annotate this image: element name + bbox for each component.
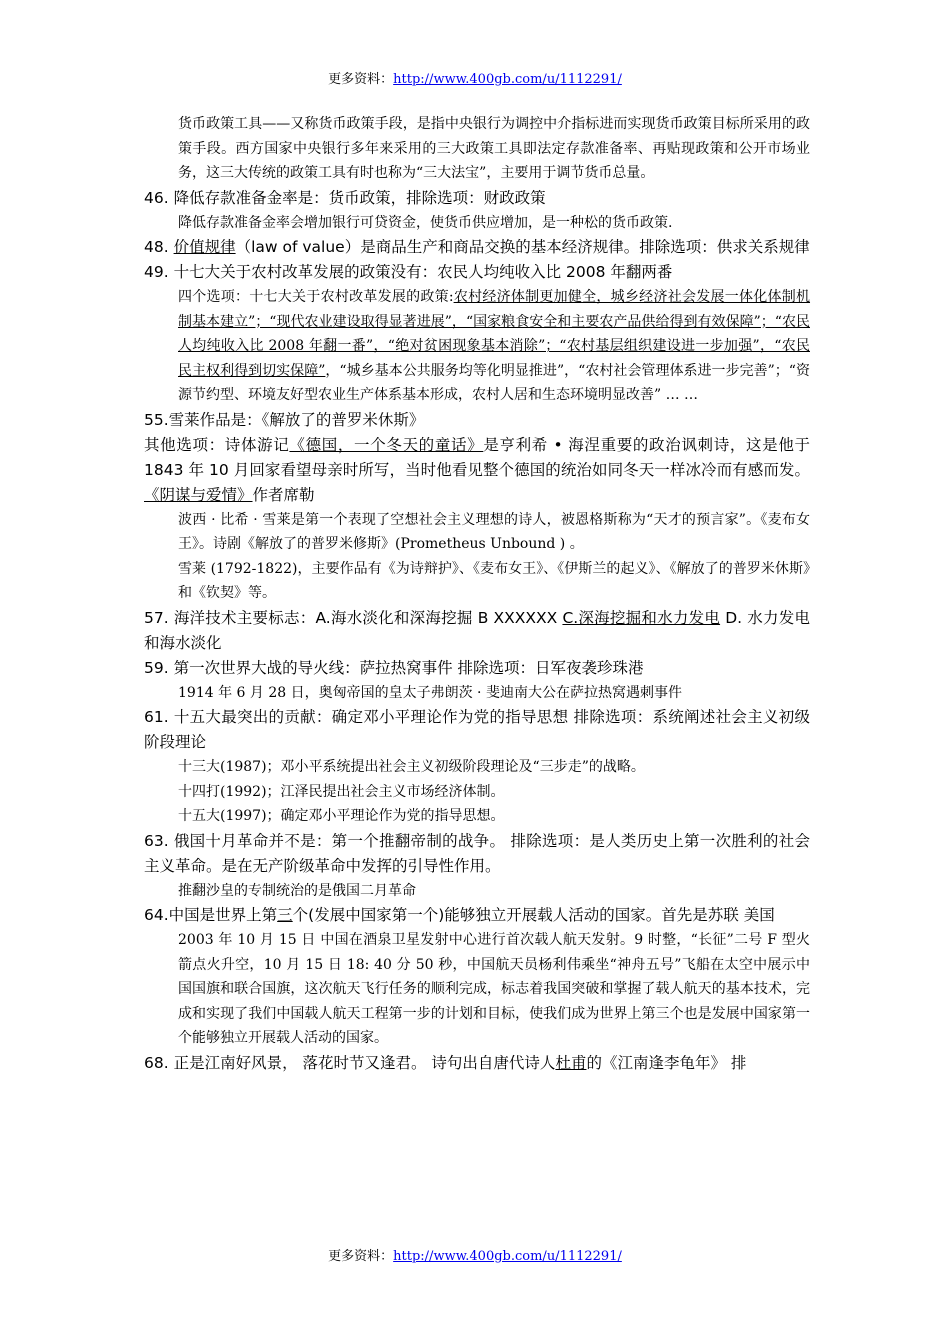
q55-heine-title: 《德国，一个冬天的童话》: [289, 435, 484, 454]
note-61-a: 十三大(1987)；邓小平系统提出社会主义初级阶段理论及“三步走”的战略。: [178, 759, 645, 775]
question-48: [144, 235, 810, 260]
q55-other-prefix: 其他选项：诗体游记: [144, 435, 290, 454]
note-55-b: 雪莱 (1792-1822)，主要作品有《为诗辩护》、《麦布女王》、《伊斯兰的起义》、《解放了的普罗米休斯》和《钦契》等。: [178, 560, 810, 601]
question-61: 61. 十五大最突出的贡献：确定邓小平理论作为党的指导思想 排除选项：系统阐述社会主义初级阶段理论: [144, 708, 810, 751]
q48-underlined: 价值规律: [173, 238, 236, 256]
q55-schiller-title: 《阴谋与爱情》: [144, 485, 253, 504]
note-59: 1914 年 6 月 28 日，奥匈帝国的皇太子弗朗茨 · 斐迪南大公在萨拉热窝遇刺事件: [178, 684, 682, 701]
question-63: 63. 俄国十月革命并不是：第一个推翻帝制的战争。 排除选项：是人类历史上第一次胜利的社会主义革命。是在无产阶级革命中发挥的引导性作用。: [144, 831, 810, 875]
question-64: [144, 903, 810, 928]
n49-rest: ，“城乡基本公共服务均等化明显推进”，“农村社会管理体系进一步完善”；“资源节约型、环境友好型农业生产体系基本形成，农村人居和生态环境明显改善” … …: [178, 362, 810, 403]
page-footer: [0, 1245, 950, 1264]
footer-link[interactable]: http://www.400gb.com/u/1112291/: [393, 1249, 622, 1264]
footer-label: 更多资料：: [328, 1249, 394, 1264]
header-link[interactable]: http://www.400gb.com/u/1112291/: [393, 72, 622, 87]
q55-heine-desc: 是亨利希 • 海涅重要的政治讽刺诗，这是他于 1843 年 10 月回家看望母亲时所写，当时他看见整个德国的统治如同冬天一样冰冷而有感而发。: [144, 435, 810, 479]
note-61-c: 十五大(1997)；确定邓小平理论作为党的指导思想。: [178, 808, 505, 824]
note-61-b: 十四打(1992)；江泽民提出社会主义市场经济体制。: [178, 783, 505, 800]
question-59: 59. 第一次世界大战的导火线：萨拉热窝事件 排除选项：日军夜袭珍珠港: [144, 658, 644, 677]
q57-rest: D. 水力发电和海水淡化: [144, 608, 810, 652]
note-46: 降低存款准备金率会增加银行可贷资金，使货币供应增加，是一种松的货币政策.: [178, 214, 673, 231]
question-57: [144, 606, 810, 656]
q64-rest: 个(发展中国家第一个)能够独立开展载人活动的国家。首先是苏联 美国: [292, 906, 775, 924]
q48-rest: （law of value）是商品生产和商品交换的基本经济规律。排除选项：供求关系规律: [235, 238, 810, 256]
note-64: 2003 年 10 月 15 日 中国在酒泉卫星发射中心进行首次载人航天发射。9 时整，“长征”二号 F 型火箭点火升空，10 月 15 日 18: 40 分 50 秒，中国航天员杨利伟乘坐“神舟五号”飞船在太空中展示中国国旗和联合国旗，这次航天飞行任务的顺利完成，标志着我国突破和掌握了载人航天的基本技术，完成和实现了我们中国载人航天工程第一步的计划和目标，使我们成为世界上第三个也是发展中国家第一个能够独立开展载人活动的国家。: [178, 932, 810, 1046]
q57-prefix: 57. 海洋技术主要标志：A.海水淡化和深海挖掘 B XXXXXX: [144, 608, 563, 627]
header-label: 更多资料：: [328, 72, 394, 87]
question-55: 55.雪莱作品是：《解放了的普罗米休斯》: [144, 410, 425, 429]
note-49: [144, 285, 810, 408]
note-55-a: 波西 · 比希 · 雪莱是第一个表现了空想社会主义理想的诗人，被恩格斯称为“天才的预言家”。《麦布女王》。诗剧《解放了的普罗米修斯》(Prometheus Unbound ) 。: [178, 511, 810, 552]
q68-underlined: 杜甫: [555, 1053, 587, 1072]
page-header: [0, 68, 950, 87]
question-68: [144, 1051, 810, 1076]
q64-underlined: 三: [277, 906, 293, 924]
question-49: 49. 十七大关于农村改革发展的政策没有：农民人均纯收入比 2008 年翻两番: [144, 263, 673, 281]
q55-schiller-author: 作者席勒: [252, 485, 315, 504]
q68-rest: 的《江南逢李龟年》 排: [586, 1053, 747, 1072]
question-55-other: [144, 433, 810, 508]
document-body: [144, 112, 810, 1076]
note-63: 推翻沙皇的专制统治的是俄国二月革命: [178, 882, 416, 899]
q68-prefix: 68. 正是江南好风景， 落花时节又逢君。 诗句出自唐代诗人: [144, 1053, 556, 1072]
note-monetary-tools: 货币政策工具——又称货币政策手段，是指中央银行为调控中介指标进而实现货币政策目标所采用的政策手段。西方国家中央银行多年来采用的三大政策工具即法定存款准备率、再贴现政策和公开市场业务，这三大传统的政策工具有时也称为“三大法宝”，主要用于调节货币总量。: [178, 116, 810, 181]
q57-answer: C.深海挖掘和水力发电: [562, 608, 721, 627]
n49-underlined: 农村经济体制更加健全，城乡经济社会发展一体化体制机制基本建立”；“现代农业建设取得显著进展”，“国家粮食安全和主要农产品供给得到有效保障”；“农民人均纯收入比 2008 年翻一番”，“绝对贫困现象基本消除”；“农村基层组织建设进一步加强”，“农民民主权利得到切实保障”: [178, 289, 811, 379]
q48-prefix: 48.: [144, 238, 174, 256]
q64-prefix: 64.中国是世界上第: [144, 906, 278, 924]
question-46: 46. 降低存款准备金率是：货币政策，排除选项：财政政策: [144, 188, 546, 207]
n49-prefix: 四个选项：十七大关于农村改革发展的政策:: [178, 289, 454, 305]
